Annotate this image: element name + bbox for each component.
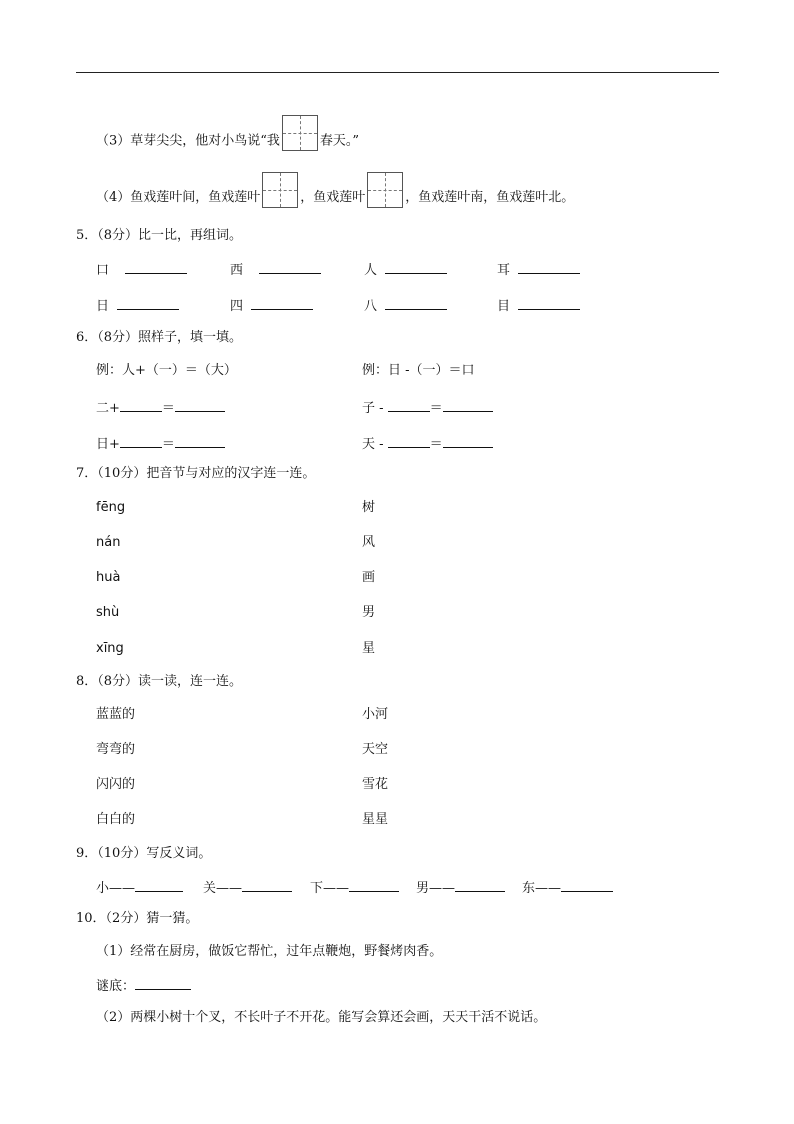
char: 人 <box>364 263 378 278</box>
answer-blank[interactable] <box>259 261 321 274</box>
q9-title: 9．（10分）写反义词。 <box>76 846 212 861</box>
hanzi-item[interactable]: 风 <box>362 535 376 550</box>
q6-row1-right <box>362 399 493 417</box>
hanzi-item[interactable]: 星 <box>362 641 376 656</box>
equals-sign: ＝ <box>429 401 443 416</box>
q6-row2-right <box>362 435 493 453</box>
answer-blank[interactable] <box>120 435 162 448</box>
hanzi-item[interactable]: 画 <box>362 570 376 585</box>
antonym-item <box>96 879 183 897</box>
equals-sign: ＝ <box>429 437 443 452</box>
q5-title: 5．（8分）比一比，再组词。 <box>76 228 243 243</box>
riddle-2: （2）两棵小树十个叉，不长叶子不开花。能写会算还会画，天天干活不说话。 <box>96 1010 547 1025</box>
answer-blank[interactable] <box>175 399 225 412</box>
expr-text: 天 - <box>362 437 384 452</box>
answer-blank[interactable] <box>251 297 313 310</box>
match-right-item[interactable]: 小河 <box>362 707 389 722</box>
antonym-item <box>310 879 399 897</box>
word: 下—— <box>310 881 350 896</box>
expr-text: 子 - <box>362 401 384 416</box>
antonym-item <box>203 879 292 897</box>
match-right-item[interactable]: 天空 <box>362 742 389 757</box>
answer-blank[interactable] <box>125 261 187 274</box>
match-right-item[interactable]: 雪花 <box>362 777 389 792</box>
hanzi-item[interactable]: 男 <box>362 605 376 620</box>
expr-text: 二+ <box>96 401 120 416</box>
q5-row1-item <box>230 261 321 279</box>
answer-blank[interactable] <box>388 399 430 412</box>
char: 八 <box>364 299 378 314</box>
answer-label: 谜底： <box>96 979 136 994</box>
q10-title: 10．（2分）猜一猜。 <box>76 911 199 926</box>
answer-blank[interactable] <box>242 879 292 892</box>
q5-row2-item <box>364 297 447 315</box>
word: 男—— <box>416 881 456 896</box>
match-right-item[interactable]: 星星 <box>362 812 389 827</box>
q5-row1-item <box>497 261 580 279</box>
answer-blank[interactable] <box>388 435 430 448</box>
q6-title: 6．（8分）照样子，填一填。 <box>76 330 243 345</box>
word: 关—— <box>203 881 243 896</box>
riddle-1: （1）经常在厨房，做饭它帮忙，过年点鞭炮，野餐烤肉香。 <box>96 944 443 959</box>
writing-grid[interactable] <box>367 172 403 208</box>
answer-blank[interactable] <box>443 399 493 412</box>
pinyin-item[interactable]: fēng <box>96 500 126 515</box>
char: 口 <box>96 263 110 278</box>
match-left-item[interactable]: 蓝蓝的 <box>96 707 136 722</box>
q6-example-right: 例：日 -（一）＝口 <box>362 363 475 378</box>
answer-blank[interactable] <box>117 297 179 310</box>
answer-blank[interactable] <box>135 879 183 892</box>
header-rule <box>76 72 719 73</box>
answer-blank[interactable] <box>120 399 162 412</box>
pinyin-item[interactable]: huà <box>96 570 121 585</box>
answer-blank[interactable] <box>443 435 493 448</box>
word: 小—— <box>96 881 136 896</box>
q5-row2-item <box>497 297 580 315</box>
q6-row2-left <box>96 435 225 453</box>
word: 东—— <box>522 881 562 896</box>
answer-blank[interactable] <box>518 297 580 310</box>
antonym-item <box>416 879 505 897</box>
q6-row1-left <box>96 399 225 417</box>
q5-row2-item <box>96 297 179 315</box>
char: 西 <box>230 263 244 278</box>
char: 四 <box>230 299 244 314</box>
antonym-item <box>522 879 613 897</box>
q7-title: 7．（10分）把音节与对应的汉字连一连。 <box>76 466 316 481</box>
pinyin-item[interactable]: shù <box>96 605 120 620</box>
answer-blank[interactable] <box>518 261 580 274</box>
q4-item4-text-2: ，鱼戏莲叶 <box>300 190 366 205</box>
q4-item4 <box>96 178 574 218</box>
answer-blank[interactable] <box>385 297 447 310</box>
q8-title: 8．（8分）读一读，连一连。 <box>76 674 243 689</box>
answer-blank[interactable] <box>135 977 191 990</box>
match-left-item[interactable]: 闪闪的 <box>96 777 136 792</box>
q4-item4-text-3: ，鱼戏莲叶南，鱼戏莲叶北。 <box>405 190 575 205</box>
q4-item3 <box>96 123 359 160</box>
equals-sign: ＝ <box>161 437 175 452</box>
answer-blank[interactable] <box>349 879 399 892</box>
q4-item3-text-after: 春天。” <box>319 133 360 149</box>
answer-blank[interactable] <box>455 879 505 892</box>
q4-item3-text-before: （3）草芽尖尖，他对小鸟说“我 <box>96 133 280 149</box>
hanzi-item[interactable]: 树 <box>362 500 376 515</box>
writing-grid[interactable] <box>262 172 298 208</box>
writing-grid[interactable] <box>282 115 318 151</box>
char: 日 <box>96 299 110 314</box>
match-left-item[interactable]: 弯弯的 <box>96 742 136 757</box>
pinyin-item[interactable]: xīng <box>96 641 124 656</box>
q4-item4-text-1: （4）鱼戏莲叶间，鱼戏莲叶 <box>96 190 261 205</box>
answer-blank[interactable] <box>385 261 447 274</box>
match-left-item[interactable]: 白白的 <box>96 812 136 827</box>
q5-row1-item <box>364 261 447 279</box>
char: 耳 <box>497 263 511 278</box>
q5-row1-item <box>96 261 187 279</box>
char: 目 <box>497 299 511 314</box>
q5-row2-item <box>230 297 313 315</box>
answer-blank[interactable] <box>561 879 613 892</box>
equals-sign: ＝ <box>161 401 175 416</box>
riddle-answer <box>96 977 191 995</box>
answer-blank[interactable] <box>175 435 225 448</box>
q6-example-left: 例：人+（一）＝（大） <box>96 363 237 378</box>
pinyin-item[interactable]: nán <box>96 535 121 550</box>
expr-text: 日+ <box>96 437 120 452</box>
